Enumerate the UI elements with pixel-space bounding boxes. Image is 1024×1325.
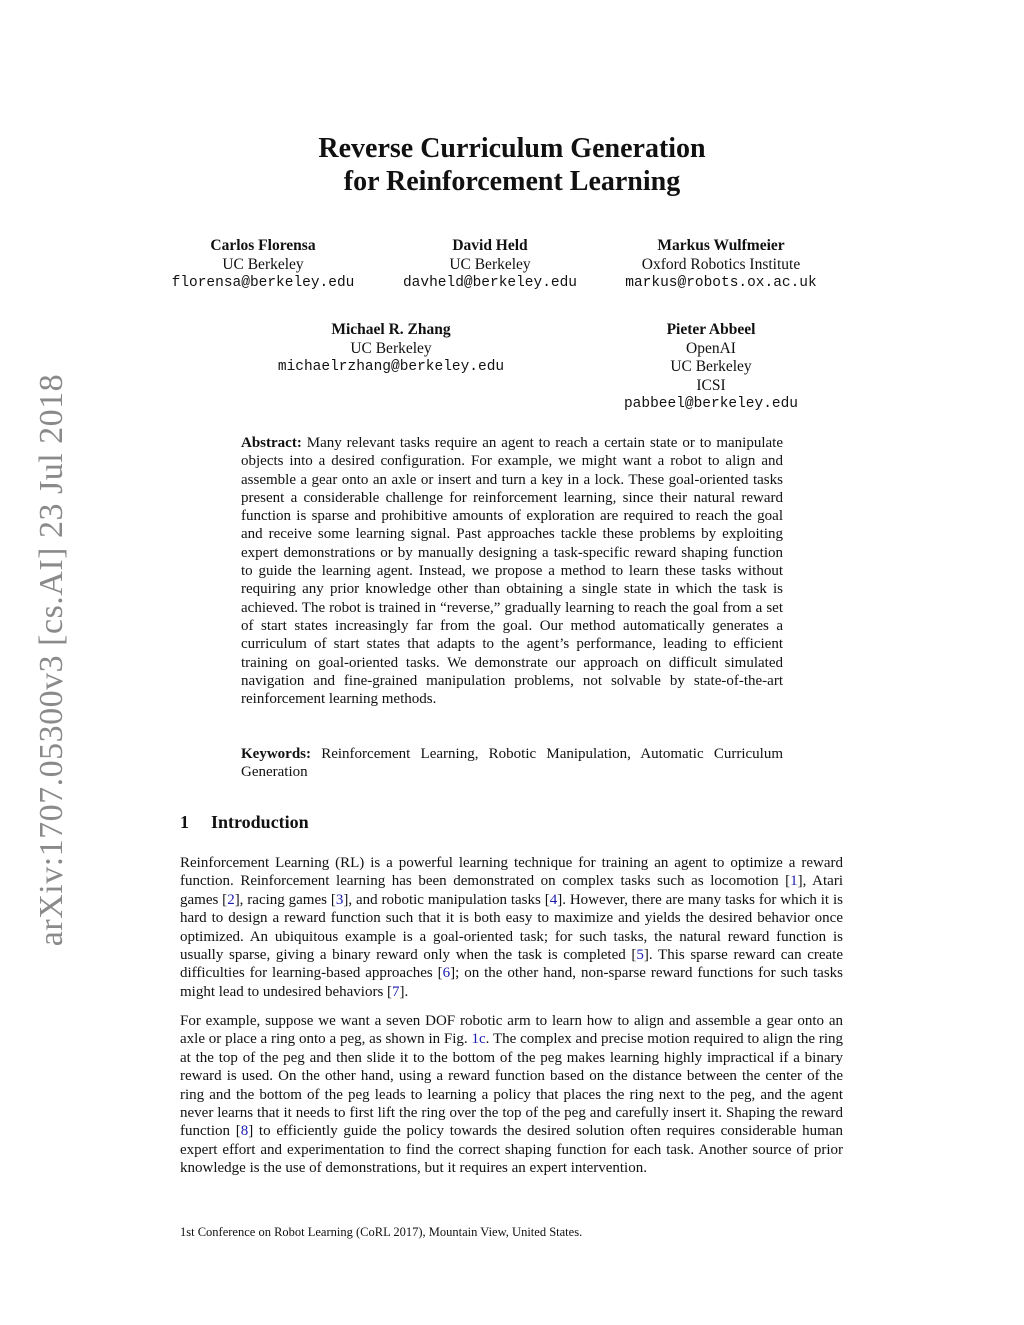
- author-block: [611, 237, 831, 293]
- arxiv-identifier-stamp: arXiv:1707.05300v3 [cs.AI] 23 Jul 2018: [33, 373, 70, 947]
- abstract-label: Abstract:: [241, 435, 302, 451]
- paper-title: [180, 132, 844, 198]
- keywords-text: Reinforcement Learning, Robotic Manipulation, Automatic Curriculum Generation: [241, 746, 783, 781]
- intro-paragraph-2: [180, 1012, 843, 1178]
- keywords-label: Keywords:: [241, 746, 311, 762]
- author-affiliation: UC Berkeley: [670, 358, 752, 375]
- author-name: Pieter Abbeel: [666, 321, 756, 338]
- author-block: [261, 321, 521, 377]
- figure-link[interactable]: 1c: [471, 1031, 486, 1048]
- author-affiliation: OpenAI: [686, 339, 736, 357]
- section-heading-introduction: [180, 812, 309, 833]
- title-line-2: for Reinforcement Learning: [343, 166, 681, 197]
- citation-link[interactable]: 8: [240, 1123, 249, 1140]
- citation-link[interactable]: 2: [227, 891, 235, 908]
- paragraph-text: For example, suppose we want a seven DOF robotic arm to learn how to align and assemble a gear onto an axle or place a ring onto a peg, as shown in Fig.: [180, 1013, 843, 1048]
- author-email[interactable]: pabbeel@berkeley.edu: [623, 396, 799, 412]
- author-affiliation: UC Berkeley: [222, 255, 304, 273]
- paragraph-text: ], racing games [: [234, 891, 336, 908]
- citation-link[interactable]: 7: [392, 983, 400, 1000]
- paragraph-text: ] to efficiently guide the policy towards the desired solution often requires considerable human expert effort and experimentation to find the correct shaping function for each task. Another source of prior knowledge is the use of demonstrations, but it requires an expert intervention.: [180, 1123, 843, 1177]
- intro-paragraph-1: [180, 854, 843, 1001]
- paragraph-text: ]; on the other hand, non-sparse reward functions for such tasks might lead to undesired behaviors [: [180, 965, 843, 1000]
- section-title: Introduction: [211, 812, 309, 832]
- author-name: Michael R. Zhang: [331, 321, 451, 338]
- author-name: Markus Wulfmeier: [657, 237, 785, 254]
- citation-link[interactable]: 6: [442, 965, 451, 982]
- conference-footnote: 1st Conference on Robot Learning (CoRL 2017), Mountain View, United States.: [180, 1225, 583, 1239]
- author-name: David Held: [452, 237, 528, 254]
- paragraph-text: . The complex and precise motion required to align the ring at the top of the peg and then slide it to the bottom of the peg makes learning highly impractical if a binary reward is used. On the other hand, using a reward function based on the distance between the center of the ring and the bottom of the peg leads to learning a policy that places the ring next to the peg, and the agent never learns that it needs to first lift the ring over the top of the peg and carefully insert it. Shaping the reward function [: [180, 1031, 843, 1140]
- citation-link[interactable]: 1: [790, 873, 798, 890]
- abstract: [241, 434, 783, 708]
- author-block: [163, 237, 363, 293]
- citation-link[interactable]: 3: [335, 891, 344, 908]
- author-affiliation: ICSI: [696, 376, 726, 394]
- citation-link[interactable]: 5: [636, 947, 644, 964]
- author-email[interactable]: michaelrzhang@berkeley.edu: [277, 359, 505, 375]
- author-block: [611, 321, 811, 414]
- author-block: [390, 237, 590, 293]
- citation-link[interactable]: 4: [549, 891, 558, 908]
- author-email[interactable]: davheld@berkeley.edu: [402, 275, 578, 291]
- paragraph-text: Reinforcement Learning (RL) is a powerful learning technique for training an agent to optimize a reward function. Reinforcement learning has been demonstrated on complex tasks such as locomotion [: [180, 855, 843, 890]
- paragraph-text: ], and robotic manipulation tasks [: [343, 891, 550, 908]
- paragraph-text: ].: [399, 983, 409, 1000]
- abstract-text: Many relevant tasks require an agent to reach a certain state or to manipulate objects into a desired configuration. For example, we might want a robot to align and assemble a gear onto an axle or insert and turn a key in a lock. These goal-oriented tasks present a considerable challenge for reinforcement learning, since their natural reward function is sparse and prohibitive amounts of exploration are required to reach the goal and receive some learning signal. Past approaches tackle these problems by exploiting expert demonstrations or by manually designing a task-specific reward shaping function to guide the learning agent. Instead, we propose a method to learn these tasks without requiring any prior knowledge other than obtaining a single state in which the task is achieved. The robot is trained in “reverse,” gradually learning to reach the goal from a set of start states increasingly far from the goal. Our method automatically generates a curriculum of start states that adapts to the agent’s performance, leading to efficient training on goal-oriented tasks. We demonstrate our approach on difficult simulated navigation and fine-grained manipulation problems, not solvable by state-of-the-art reinforcement learning methods.: [241, 435, 783, 708]
- author-affiliation: UC Berkeley: [449, 255, 531, 273]
- section-number: 1: [180, 812, 189, 832]
- author-email[interactable]: florensa@berkeley.edu: [171, 275, 355, 291]
- keywords: [241, 745, 783, 782]
- paragraph-text: ]. However, there are many tasks for which it is hard to design a reward function such that it is both easy to maximize and yields the desired behavior once optimized. An ubiquitous example is a goal-oriented task; for such tasks, the natural reward function is usually sparse, giving a binary reward only when the task is completed [: [180, 891, 843, 964]
- paragraph-text: ]. This sparse reward can create difficulties for learning-based approaches [: [180, 947, 844, 982]
- author-affiliation: Oxford Robotics Institute: [641, 255, 801, 273]
- title-line-1: Reverse Curriculum Generation: [318, 133, 706, 164]
- paragraph-text: ], Atari games [: [180, 873, 843, 908]
- author-email[interactable]: markus@robots.ox.ac.uk: [625, 275, 817, 291]
- author-affiliation: UC Berkeley: [350, 339, 432, 357]
- author-name: Carlos Florensa: [210, 237, 316, 254]
